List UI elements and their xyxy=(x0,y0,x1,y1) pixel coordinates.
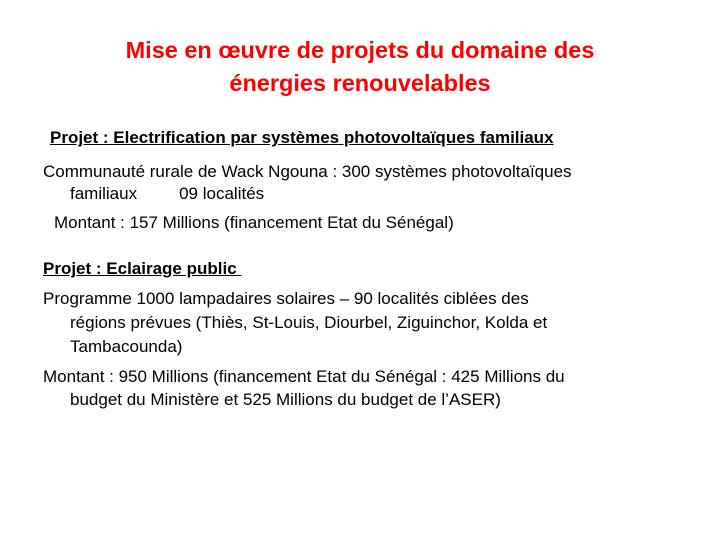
project-2-programme-line-3: Tambacounda) xyxy=(70,337,183,356)
project-1-heading: Projet : Electrification par systèmes photovoltaïques familiaux xyxy=(50,128,554,147)
slide-title xyxy=(40,34,680,100)
project-2-amount-line-1: Montant : 950 Millions (financement Etat du Sénégal : 425 Millions du xyxy=(43,367,565,386)
slide-title-line-2: énergies renouvelables xyxy=(229,70,491,96)
slide-title-line-1: Mise en œuvre de projets du domaine des xyxy=(125,37,595,63)
project-1-description-line-2 xyxy=(70,183,264,205)
project-1-localities: 09 localités xyxy=(179,184,265,203)
project-1-description-line-1: Communauté rurale de Wack Ngouna : 300 systèmes photovoltaïques xyxy=(43,162,572,181)
project-2-heading: Projet : Eclairage public xyxy=(43,259,242,278)
project-2-programme-line-1: Programme 1000 lampadaires solaires – 90 localités ciblées des xyxy=(43,289,529,308)
project-2-programme-line-2: régions prévues (Thiès, St-Louis, Diourbel, Ziguinchor, Kolda et xyxy=(70,313,548,332)
project-2-amount-line-2: budget du Ministère et 525 Millions du budget de l’ASER) xyxy=(70,390,501,409)
project-1-amount: Montant : 157 Millions (financement Etat du Sénégal) xyxy=(54,213,454,232)
project-1-description-line-2-a: familiaux xyxy=(70,184,138,203)
